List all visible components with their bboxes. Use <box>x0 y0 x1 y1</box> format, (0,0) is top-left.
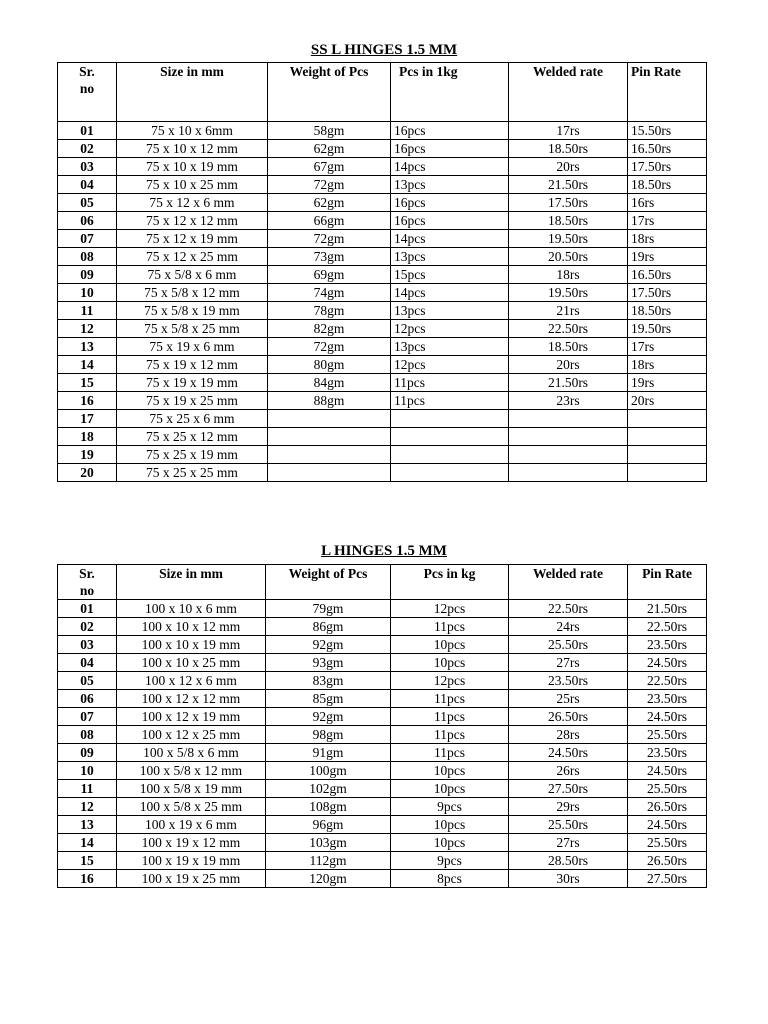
cell-sr-no: 17 <box>58 410 117 428</box>
cell-sr-no: 08 <box>58 726 117 744</box>
cell-weight: 78gm <box>268 302 391 320</box>
cell-weight: 79gm <box>266 600 391 618</box>
cell-weight: 91gm <box>266 744 391 762</box>
cell-pcs: 8pcs <box>391 870 509 888</box>
cell-pin-rate: 18rs <box>628 356 707 374</box>
table-row <box>58 798 707 816</box>
cell-pin-rate: 20rs <box>628 392 707 410</box>
l-hinges-title: L HINGES 1.5 MM <box>321 543 447 559</box>
table-row <box>58 780 707 798</box>
cell-weight: 92gm <box>266 636 391 654</box>
cell-pin-rate: 17.50rs <box>628 158 707 176</box>
cell-size: 75 x 5/8 x 25 mm <box>117 320 268 338</box>
cell-pin-rate: 16.50rs <box>628 140 707 158</box>
table-row <box>58 636 707 654</box>
table-row <box>58 212 707 230</box>
cell-weight <box>268 446 391 464</box>
cell-weight: 72gm <box>268 230 391 248</box>
cell-sr-no: 07 <box>58 230 117 248</box>
cell-welded-rate: 19.50rs <box>509 284 628 302</box>
cell-size: 75 x 10 x 6mm <box>117 122 268 140</box>
cell-welded-rate: 29rs <box>509 798 628 816</box>
cell-weight: 96gm <box>266 816 391 834</box>
cell-pcs: 11pcs <box>391 392 509 410</box>
header-size: Size in mm <box>117 63 268 122</box>
table-row <box>58 302 707 320</box>
cell-weight <box>268 410 391 428</box>
cell-size: 75 x 12 x 12 mm <box>117 212 268 230</box>
cell-size: 75 x 5/8 x 6 mm <box>117 266 268 284</box>
cell-pin-rate: 16.50rs <box>628 266 707 284</box>
header-sr-label: Sr. no <box>79 566 95 598</box>
cell-weight: 93gm <box>266 654 391 672</box>
header-weight: Weight of Pcs <box>268 63 391 122</box>
table-row <box>58 356 707 374</box>
cell-pcs: 12pcs <box>391 600 509 618</box>
cell-weight <box>268 428 391 446</box>
cell-size: 100 x 10 x 6 mm <box>117 600 266 618</box>
cell-pin-rate: 26.50rs <box>628 852 707 870</box>
cell-welded-rate: 25.50rs <box>509 816 628 834</box>
cell-pin-rate: 23.50rs <box>628 636 707 654</box>
table-row <box>58 744 707 762</box>
cell-size: 75 x 25 x 12 mm <box>117 428 268 446</box>
table-body <box>58 600 707 888</box>
header-pcs: Pcs in kg <box>391 565 509 600</box>
cell-sr-no: 12 <box>58 798 117 816</box>
cell-welded-rate <box>509 464 628 482</box>
header-pin-rate: Pin Rate <box>628 63 707 122</box>
cell-pcs: 10pcs <box>391 762 509 780</box>
cell-welded-rate: 22.50rs <box>509 320 628 338</box>
cell-size: 75 x 19 x 25 mm <box>117 392 268 410</box>
table-row <box>58 284 707 302</box>
cell-pcs: 15pcs <box>391 266 509 284</box>
cell-welded-rate: 25.50rs <box>509 636 628 654</box>
cell-pin-rate: 24.50rs <box>628 708 707 726</box>
cell-weight: 69gm <box>268 266 391 284</box>
table-header <box>58 63 707 122</box>
table-row <box>58 870 707 888</box>
cell-weight: 72gm <box>268 176 391 194</box>
table-row <box>58 672 707 690</box>
cell-size: 75 x 25 x 6 mm <box>117 410 268 428</box>
cell-size: 100 x 5/8 x 6 mm <box>117 744 266 762</box>
cell-sr-no: 13 <box>58 338 117 356</box>
cell-pcs: 13pcs <box>391 302 509 320</box>
cell-pin-rate: 17.50rs <box>628 284 707 302</box>
cell-sr-no: 14 <box>58 834 117 852</box>
cell-pin-rate: 22.50rs <box>628 672 707 690</box>
cell-pcs: 16pcs <box>391 140 509 158</box>
cell-pcs: 10pcs <box>391 636 509 654</box>
cell-sr-no: 18 <box>58 428 117 446</box>
cell-size: 100 x 10 x 25 mm <box>117 654 266 672</box>
cell-pin-rate: 17rs <box>628 338 707 356</box>
cell-sr-no: 03 <box>58 636 117 654</box>
cell-welded-rate <box>509 446 628 464</box>
cell-welded-rate: 19.50rs <box>509 230 628 248</box>
cell-sr-no: 14 <box>58 356 117 374</box>
cell-pcs <box>391 446 509 464</box>
cell-welded-rate <box>509 428 628 446</box>
cell-size: 100 x 5/8 x 19 mm <box>117 780 266 798</box>
cell-pcs: 13pcs <box>391 338 509 356</box>
cell-pcs: 11pcs <box>391 374 509 392</box>
cell-pin-rate: 22.50rs <box>628 618 707 636</box>
cell-pcs <box>391 464 509 482</box>
header-welded-rate: Welded rate <box>509 63 628 122</box>
table-row <box>58 816 707 834</box>
cell-sr-no: 16 <box>58 870 117 888</box>
cell-weight: 98gm <box>266 726 391 744</box>
cell-pcs: 12pcs <box>391 672 509 690</box>
cell-welded-rate: 28.50rs <box>509 852 628 870</box>
cell-welded-rate: 23rs <box>509 392 628 410</box>
cell-pin-rate: 16rs <box>628 194 707 212</box>
cell-weight: 120gm <box>266 870 391 888</box>
cell-weight: 84gm <box>268 374 391 392</box>
cell-welded-rate: 30rs <box>509 870 628 888</box>
cell-pcs: 13pcs <box>391 176 509 194</box>
cell-size: 100 x 12 x 12 mm <box>117 690 266 708</box>
cell-sr-no: 04 <box>58 654 117 672</box>
cell-pcs: 10pcs <box>391 816 509 834</box>
cell-pin-rate: 17rs <box>628 212 707 230</box>
cell-weight: 103gm <box>266 834 391 852</box>
cell-welded-rate: 27rs <box>509 834 628 852</box>
header-pin-rate: Pin Rate <box>628 565 707 600</box>
table-row <box>58 762 707 780</box>
cell-size: 100 x 12 x 6 mm <box>117 672 266 690</box>
cell-welded-rate: 21.50rs <box>509 374 628 392</box>
cell-pcs: 11pcs <box>391 618 509 636</box>
cell-welded-rate: 20.50rs <box>509 248 628 266</box>
cell-welded-rate: 20rs <box>509 158 628 176</box>
cell-sr-no: 10 <box>58 284 117 302</box>
cell-weight: 83gm <box>266 672 391 690</box>
cell-sr-no: 15 <box>58 852 117 870</box>
table-row <box>58 122 707 140</box>
cell-welded-rate: 26rs <box>509 762 628 780</box>
table-row <box>58 320 707 338</box>
table-row <box>58 428 707 446</box>
cell-pin-rate: 25.50rs <box>628 780 707 798</box>
cell-size: 100 x 5/8 x 12 mm <box>117 762 266 780</box>
table-row <box>58 618 707 636</box>
cell-sr-no: 16 <box>58 392 117 410</box>
cell-welded-rate: 24rs <box>509 618 628 636</box>
cell-sr-no: 01 <box>58 600 117 618</box>
cell-sr-no: 05 <box>58 194 117 212</box>
cell-weight: 62gm <box>268 140 391 158</box>
cell-size: 100 x 10 x 19 mm <box>117 636 266 654</box>
cell-pin-rate: 24.50rs <box>628 762 707 780</box>
cell-welded-rate: 24.50rs <box>509 744 628 762</box>
cell-sr-no: 20 <box>58 464 117 482</box>
cell-sr-no: 15 <box>58 374 117 392</box>
table-header <box>58 565 707 600</box>
cell-pin-rate: 27.50rs <box>628 870 707 888</box>
header-sr-label: Sr. no <box>79 64 95 96</box>
cell-sr-no: 05 <box>58 672 117 690</box>
cell-pin-rate: 21.50rs <box>628 600 707 618</box>
cell-sr-no: 11 <box>58 780 117 798</box>
cell-pcs: 14pcs <box>391 284 509 302</box>
cell-weight: 112gm <box>266 852 391 870</box>
cell-sr-no: 09 <box>58 744 117 762</box>
cell-weight: 66gm <box>268 212 391 230</box>
l-hinges-table <box>57 564 707 888</box>
cell-welded-rate: 21rs <box>509 302 628 320</box>
cell-weight: 88gm <box>268 392 391 410</box>
cell-pcs: 12pcs <box>391 320 509 338</box>
cell-welded-rate: 18.50rs <box>509 212 628 230</box>
cell-pcs: 11pcs <box>391 744 509 762</box>
cell-weight: 62gm <box>268 194 391 212</box>
cell-pin-rate: 23.50rs <box>628 690 707 708</box>
cell-welded-rate: 26.50rs <box>509 708 628 726</box>
cell-weight: 74gm <box>268 284 391 302</box>
header-size: Size in mm <box>117 565 266 600</box>
cell-pcs: 16pcs <box>391 122 509 140</box>
header-weight: Weight of Pcs <box>266 565 391 600</box>
cell-welded-rate: 23.50rs <box>509 672 628 690</box>
cell-sr-no: 10 <box>58 762 117 780</box>
cell-welded-rate: 18rs <box>509 266 628 284</box>
cell-pcs: 9pcs <box>391 852 509 870</box>
cell-pin-rate: 19rs <box>628 248 707 266</box>
cell-weight: 108gm <box>266 798 391 816</box>
cell-sr-no: 11 <box>58 302 117 320</box>
cell-size: 100 x 12 x 25 mm <box>117 726 266 744</box>
cell-size: 75 x 19 x 6 mm <box>117 338 268 356</box>
header-welded-rate: Welded rate <box>509 565 628 600</box>
table-row <box>58 392 707 410</box>
cell-sr-no: 12 <box>58 320 117 338</box>
cell-pin-rate <box>628 464 707 482</box>
cell-pin-rate: 25.50rs <box>628 726 707 744</box>
cell-weight: 72gm <box>268 338 391 356</box>
cell-weight <box>268 464 391 482</box>
table-row <box>58 410 707 428</box>
cell-weight: 85gm <box>266 690 391 708</box>
cell-pin-rate: 24.50rs <box>628 654 707 672</box>
table-row <box>58 194 707 212</box>
table-row <box>58 266 707 284</box>
cell-size: 100 x 12 x 19 mm <box>117 708 266 726</box>
cell-size: 100 x 19 x 19 mm <box>117 852 266 870</box>
table-row <box>58 654 707 672</box>
table-row <box>58 464 707 482</box>
cell-pin-rate: 25.50rs <box>628 834 707 852</box>
table-row <box>58 834 707 852</box>
cell-size: 100 x 19 x 12 mm <box>117 834 266 852</box>
cell-size: 75 x 12 x 6 mm <box>117 194 268 212</box>
cell-sr-no: 04 <box>58 176 117 194</box>
cell-size: 75 x 5/8 x 12 mm <box>117 284 268 302</box>
table-row <box>58 600 707 618</box>
cell-size: 75 x 10 x 25 mm <box>117 176 268 194</box>
cell-pcs: 11pcs <box>391 708 509 726</box>
table-row <box>58 338 707 356</box>
cell-pin-rate: 15.50rs <box>628 122 707 140</box>
cell-size: 75 x 5/8 x 19 mm <box>117 302 268 320</box>
cell-sr-no: 02 <box>58 140 117 158</box>
table-row <box>58 176 707 194</box>
cell-size: 75 x 25 x 19 mm <box>117 446 268 464</box>
cell-pin-rate: 19.50rs <box>628 320 707 338</box>
cell-size: 75 x 10 x 12 mm <box>117 140 268 158</box>
table-body <box>58 122 707 482</box>
cell-pin-rate: 18.50rs <box>628 176 707 194</box>
cell-weight: 102gm <box>266 780 391 798</box>
cell-welded-rate: 21.50rs <box>509 176 628 194</box>
table-row <box>58 140 707 158</box>
cell-size: 75 x 25 x 25 mm <box>117 464 268 482</box>
cell-pcs: 9pcs <box>391 798 509 816</box>
cell-sr-no: 08 <box>58 248 117 266</box>
cell-welded-rate: 22.50rs <box>509 600 628 618</box>
cell-size: 100 x 5/8 x 25 mm <box>117 798 266 816</box>
cell-sr-no: 03 <box>58 158 117 176</box>
cell-pcs: 11pcs <box>391 726 509 744</box>
cell-size: 75 x 12 x 25 mm <box>117 248 268 266</box>
cell-pin-rate: 24.50rs <box>628 816 707 834</box>
cell-weight: 92gm <box>266 708 391 726</box>
cell-pcs: 10pcs <box>391 654 509 672</box>
ss-l-hinges-table <box>57 62 707 482</box>
cell-pin-rate <box>628 446 707 464</box>
cell-pcs: 14pcs <box>391 230 509 248</box>
cell-sr-no: 06 <box>58 690 117 708</box>
cell-pcs: 10pcs <box>391 780 509 798</box>
cell-size: 75 x 19 x 12 mm <box>117 356 268 374</box>
cell-welded-rate <box>509 410 628 428</box>
cell-pcs: 13pcs <box>391 248 509 266</box>
cell-pin-rate <box>628 410 707 428</box>
cell-weight: 73gm <box>268 248 391 266</box>
header-pcs: Pcs in 1kg <box>391 63 509 122</box>
table-row <box>58 690 707 708</box>
cell-welded-rate: 28rs <box>509 726 628 744</box>
cell-size: 75 x 12 x 19 mm <box>117 230 268 248</box>
cell-size: 100 x 10 x 12 mm <box>117 618 266 636</box>
cell-pin-rate: 18.50rs <box>628 302 707 320</box>
table-row <box>58 158 707 176</box>
cell-welded-rate: 17.50rs <box>509 194 628 212</box>
cell-pcs <box>391 428 509 446</box>
cell-pin-rate: 18rs <box>628 230 707 248</box>
cell-pcs: 11pcs <box>391 690 509 708</box>
cell-sr-no: 19 <box>58 446 117 464</box>
cell-size: 75 x 10 x 19 mm <box>117 158 268 176</box>
table-row <box>58 446 707 464</box>
cell-welded-rate: 18.50rs <box>509 140 628 158</box>
cell-pin-rate: 26.50rs <box>628 798 707 816</box>
cell-sr-no: 13 <box>58 816 117 834</box>
cell-sr-no: 01 <box>58 122 117 140</box>
cell-pcs: 14pcs <box>391 158 509 176</box>
cell-sr-no: 09 <box>58 266 117 284</box>
header-sr-no <box>58 565 117 600</box>
table-row <box>58 708 707 726</box>
table-row <box>58 248 707 266</box>
cell-pcs: 10pcs <box>391 834 509 852</box>
table-row <box>58 230 707 248</box>
cell-weight: 86gm <box>266 618 391 636</box>
table-row <box>58 374 707 392</box>
cell-pcs: 16pcs <box>391 212 509 230</box>
cell-welded-rate: 18.50rs <box>509 338 628 356</box>
cell-welded-rate: 27rs <box>509 654 628 672</box>
table-row <box>58 726 707 744</box>
cell-welded-rate: 25rs <box>509 690 628 708</box>
cell-pin-rate: 23.50rs <box>628 744 707 762</box>
cell-sr-no: 06 <box>58 212 117 230</box>
cell-sr-no: 02 <box>58 618 117 636</box>
cell-welded-rate: 17rs <box>509 122 628 140</box>
header-sr-no <box>58 63 117 122</box>
cell-pcs <box>391 410 509 428</box>
cell-sr-no: 07 <box>58 708 117 726</box>
cell-weight: 67gm <box>268 158 391 176</box>
cell-welded-rate: 27.50rs <box>509 780 628 798</box>
cell-size: 75 x 19 x 19 mm <box>117 374 268 392</box>
cell-weight: 100gm <box>266 762 391 780</box>
cell-pcs: 12pcs <box>391 356 509 374</box>
cell-weight: 58gm <box>268 122 391 140</box>
cell-pcs: 16pcs <box>391 194 509 212</box>
cell-pin-rate <box>628 428 707 446</box>
cell-size: 100 x 19 x 6 mm <box>117 816 266 834</box>
ss-l-hinges-title: SS L HINGES 1.5 MM <box>310 42 458 58</box>
cell-pin-rate: 19rs <box>628 374 707 392</box>
cell-weight: 82gm <box>268 320 391 338</box>
table-row <box>58 852 707 870</box>
cell-weight: 80gm <box>268 356 391 374</box>
cell-size: 100 x 19 x 25 mm <box>117 870 266 888</box>
cell-welded-rate: 20rs <box>509 356 628 374</box>
